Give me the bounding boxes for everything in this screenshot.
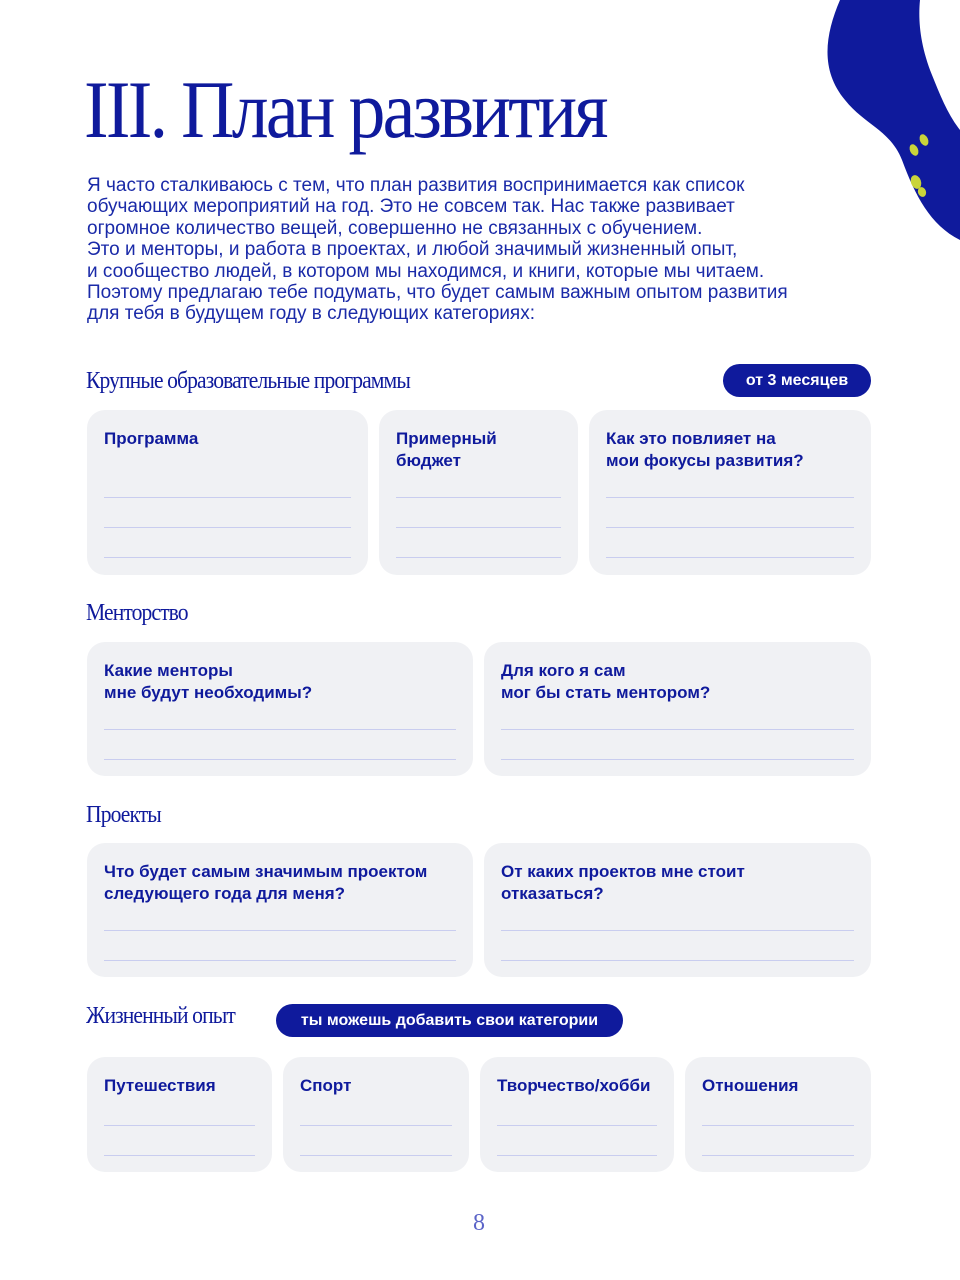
intro-line: для тебя в будущем году в следующих категориях:	[87, 303, 535, 325]
card-travel[interactable]	[87, 1057, 272, 1172]
answer-line[interactable]	[300, 1125, 452, 1126]
page-number: 8	[473, 1210, 485, 1236]
card-drop-projects[interactable]	[484, 843, 871, 977]
duration-badge: от 3 месяцев	[723, 364, 871, 397]
answer-line[interactable]	[606, 497, 854, 498]
card-label: От каких проектов мне стоит отказаться?	[501, 862, 745, 903]
card-key-project[interactable]	[87, 843, 473, 977]
answer-line[interactable]	[702, 1125, 854, 1126]
card-label: Как это повлияет на мои фокусы развития?	[606, 429, 804, 470]
page-title: III. План развития	[84, 64, 606, 155]
card-become-mentor[interactable]	[484, 642, 871, 776]
answer-line[interactable]	[396, 557, 561, 558]
section-title-projects: Проекты	[86, 802, 161, 828]
section-title-programs: Крупные образовательные программы	[86, 368, 410, 394]
answer-line[interactable]	[300, 1155, 452, 1156]
answer-line[interactable]	[104, 729, 456, 730]
section-title-life: Жизненный опыт	[86, 1003, 235, 1029]
intro-line: и сообщество людей, в котором мы находимся, и книги, которые мы читаем.	[87, 260, 765, 282]
answer-line[interactable]	[104, 557, 351, 558]
card-relationships[interactable]	[685, 1057, 871, 1172]
answer-line[interactable]	[501, 930, 854, 931]
card-program[interactable]	[87, 410, 368, 575]
answer-line[interactable]	[396, 497, 561, 498]
answer-line[interactable]	[396, 527, 561, 528]
answer-line[interactable]	[497, 1125, 657, 1126]
answer-line[interactable]	[104, 1155, 255, 1156]
answer-line[interactable]	[104, 527, 351, 528]
answer-line[interactable]	[501, 729, 854, 730]
card-label: Примерный бюджет	[396, 429, 497, 470]
card-label: Отношения	[702, 1076, 799, 1095]
card-budget[interactable]	[379, 410, 578, 575]
intro-line: огромное количество вещей, совершенно не связанных с обучением.	[87, 217, 703, 239]
card-hobby[interactable]	[480, 1057, 674, 1172]
card-label: Какие менторы мне будут необходимы?	[104, 661, 313, 702]
answer-line[interactable]	[606, 557, 854, 558]
card-mentors-needed[interactable]	[87, 642, 473, 776]
card-label: Путешествия	[104, 1076, 216, 1095]
answer-line[interactable]	[104, 759, 456, 760]
answer-line[interactable]	[104, 1125, 255, 1126]
intro-line: Я часто сталкиваюсь с тем, что план развития воспринимается как список	[87, 175, 745, 196]
card-sport[interactable]	[283, 1057, 469, 1172]
intro-text	[87, 175, 887, 325]
card-label: Для кого я сам мог бы стать ментором?	[501, 661, 711, 702]
card-label: Творчество/хобби	[497, 1076, 651, 1095]
intro-line: Это и менторы, и работа в проектах, и любой значимый жизненный опыт,	[87, 239, 738, 261]
answer-line[interactable]	[104, 960, 456, 961]
intro-line: обучающих мероприятий на год. Это не совсем так. Нас также развивает	[87, 196, 735, 218]
answer-line[interactable]	[497, 1155, 657, 1156]
section-title-mentoring: Менторство	[86, 600, 188, 626]
card-label: Что будет самым значимым проектом следующего года для меня?	[104, 862, 428, 903]
categories-badge: ты можешь добавить свои категории	[276, 1004, 623, 1037]
card-label: Программа	[104, 429, 199, 448]
card-impact[interactable]	[589, 410, 871, 575]
answer-line[interactable]	[501, 960, 854, 961]
answer-line[interactable]	[104, 497, 351, 498]
answer-line[interactable]	[104, 930, 456, 931]
intro-line: Поэтому предлагаю тебе подумать, что будет самым важным опытом развития	[87, 282, 788, 304]
answer-line[interactable]	[606, 527, 854, 528]
answer-line[interactable]	[501, 759, 854, 760]
card-label: Спорт	[300, 1076, 352, 1095]
answer-line[interactable]	[702, 1155, 854, 1156]
